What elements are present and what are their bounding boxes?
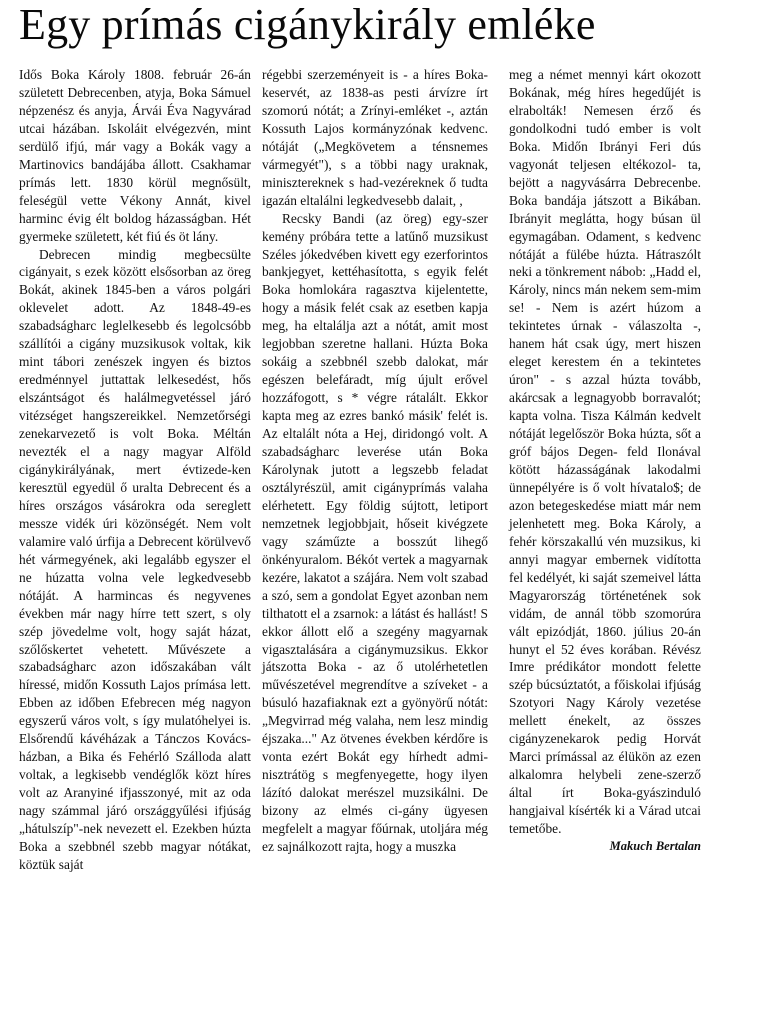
text-column-3 [509,66,701,856]
text-column-2 [262,66,488,856]
author-signature: Makuch Bertalan [609,838,701,853]
text-column-1 [19,66,251,874]
paragraph: Debrecen mindig megbecsülte cigányait, s ezek között elsősorban az öreg Bokát, akinek 1845-ben a város polgári oklevelet adott. Az 1848-49-es szabadságharc leglelkesebb és legolcsóbb szállítói a cigány muzsikusok voltak, kik mint tábori zenészek ingyen és biztos eredménnyel juttattak lelkesedést, hős elszántságot és halálmegvetéssel járó vitézséget hangszereikkel. Nemzetőrségi zenekarvezető is volt Boka. Méltán nevezték el a nagy magyar Alföld cigánykirályának, mert évtizede-ken keresztül egyedül ő uralta Debrecent és a híres országos vásárokra oda sereglett messze vidék úri közönségét. Nem volt valamire való úrfija a Debrecent körülvevő hét vármegyének, aki legalább egyszer el ne húzatta volna vele legkedvesebb nótáját. A harmincas és negyvenes években már nagy hírre tett szert, s oly szép jövedelme volt, hogy saját házat, szőlőskertet vehetett. Művészete a szabadságharc azon időszakában vált híressé, midőn Kossuth Lajos prímása lett. Ebben az időben Efebrecen még nagyon egyszerű város volt, s így mulatóhelyei is. Elsőrendű kávéházak a Tánczos Kovács-házban, a Bika és Fehérló Szálloda alatt voltak, a legkisebb vendéglők közt híres volt az Aranyiné ifjasszonyé, mit az oda nagy számmal járó országgyűlési ifjúság „hátulszíp"-nek nevezett el. Ezekben húzta Boka a szebbnél szebb magyar nótákat, köztük saját [19,246,251,872]
paragraph: régebbi szerzeményeit is - a híres Boka-keservét, az 1838-as pesti árvízre írt szomorú nótát; a Zrínyi-emléket -, aztán Kossuth Lajos kormányzónak kedvenc. nótáját („Megkövetem a ténsnemes vármegyét"), s a többi nagy uraknak, minisztereknek s had-vezéreknek ő tudta igazán eltalálni legkedvesebb dalait, , [262,67,488,208]
paragraph: Idős Boka Károly 1808. február 26-án született Debrecenben, atyja, Boka Sámuel népzenész és anyja, Árvái Éva Nagyvárad utcai házában. Iskoláit elvégezvén, mint serdülő ifjú, már vagy a Bokák vagy a Martinovics bandájába állott. Csakhamar prímás lett. 1830 körül megnősült, feleségül vette Vékony Annát, kivel harminc évig élt boldog házasságban. Hét gyermeke született, két fiú és öt lány. [19,67,251,244]
paragraph: meg a német mennyi kárt okozott Bokának, még híres hegedűjét is elrabolták! Nemesen érző és gondolkodni tudó ember is volt Boka. Midőn Ibrányi Feri dús vagyonát teljesen eltékozol- ta, bejött a nagyvásárra Debrecenbe. Boka bandája játszott a Bikában. Ibrányit meglátta, hogy búsan ül egymagában. Odament, s kedvenc nótáját a fülébe húzta. Hátraszólt neki a tönkrement nábob: „Hadd el, Károly, nincs mán nekem sem-mim se! - Nem is azért húzom a tekintetes úrnak - válaszolta -, hanem hát csak úgy, mert hiszen eleget kerestem én a tekintetes úron" - s azzal húzta tovább, akárcsak a legnagyobb borravalót; kapta volna. Tisza Kálmán kedvelt nótáját legelőször Boka húzta, sőt a gróf bájos Degen- feld Ilonával kötött házasságának lakodalmi ünnepélyére is ő volt hívatalo$; de azon betegeskedése miatt már nem jelenhetett meg. Boka Károly, a fehér körszakallú vén muzsikus, ki annyi magyar embernek vidította fel kedélyét, ki saját szemeivel látta Magyarország történetének sok vidám, de annál több szomorúra vált epizódját, 1860. július 20-án hunyt el 52 éves korában. Révész Imre prédikátor mondott felette szép búcsúztatót, a főiskolai ifjúság Szotyori Nagy Károly vezetése mellett énekelt, az összes cigányzenekarok pedig Horvát Marci prímással az élükön az ezen alkalomra helybeli zene-szerző által írt Boka-gyászinduló hangjaival kísérték ki a Várad utcai temetőbe. [509,67,701,837]
paragraph: Recsky Bandi (az öreg) egy-szer kemény próbára tette a latűnő muzsikust Széles jókedvében kivett egy ezerforintos bankjegyet, kettéhasította, s egyik felét Boka homlokára ragasztva kijelentette, hogy a másik felét csak az esetben kapja meg, ha eltalálja azt a nótát, amit most legjobban szeretne hallani. Húzta Boka sokáig a szebbnél szebb dalokat, már egészen belefáradt, míg újult erővel hozzáfogott, s * végre rátalált. Ekkor kapta meg az ezres bankó másik' felét is. Az eltalált nóta a Hej, diridongó volt. A szabadságharc leverése után Boka Károlynak jutott a legszebb feladat osztályrészül, amit cigányprímás valaha elérhetett. Egy földig sújtott, letiport nemzetnek legjobbjait, hőseit kivégzete vagy száműzte a bosszút lihegő önkényuralom. Békót vertek a magyarnak kezére, lakatot a szájára. Nem volt szabad a szó, sem a gondolat Egyet azonban nem tilthatott el a zsarnok: a látást és hallást! S ekkor állott elő a szegény magyarnak vigasztalására a cigánymuzsikus. Ekkor játszotta Boka - az ő utolérhetetlen művészetével megrendítve a szíveket - a búsuló hazafiaknak ezt a gyönyörű nótát: „Megvirrad még valaha, nem lesz mindig éjszaka..." Az ötvenes években kérdőre is vonta ezért Bokát egy hírhedt admi- nisztrátög s megfenyegette, hogy ilyen lázító dalokat merészel muzsikálni. De bizony az elmés ci-gány ügyesen megfelelt a magyar főúrnak, utoljára még ez sajnálkozott rajta, hogy a muszka [262,210,488,854]
article-headline: Egy prímás cigánykirály emléke [19,0,596,49]
